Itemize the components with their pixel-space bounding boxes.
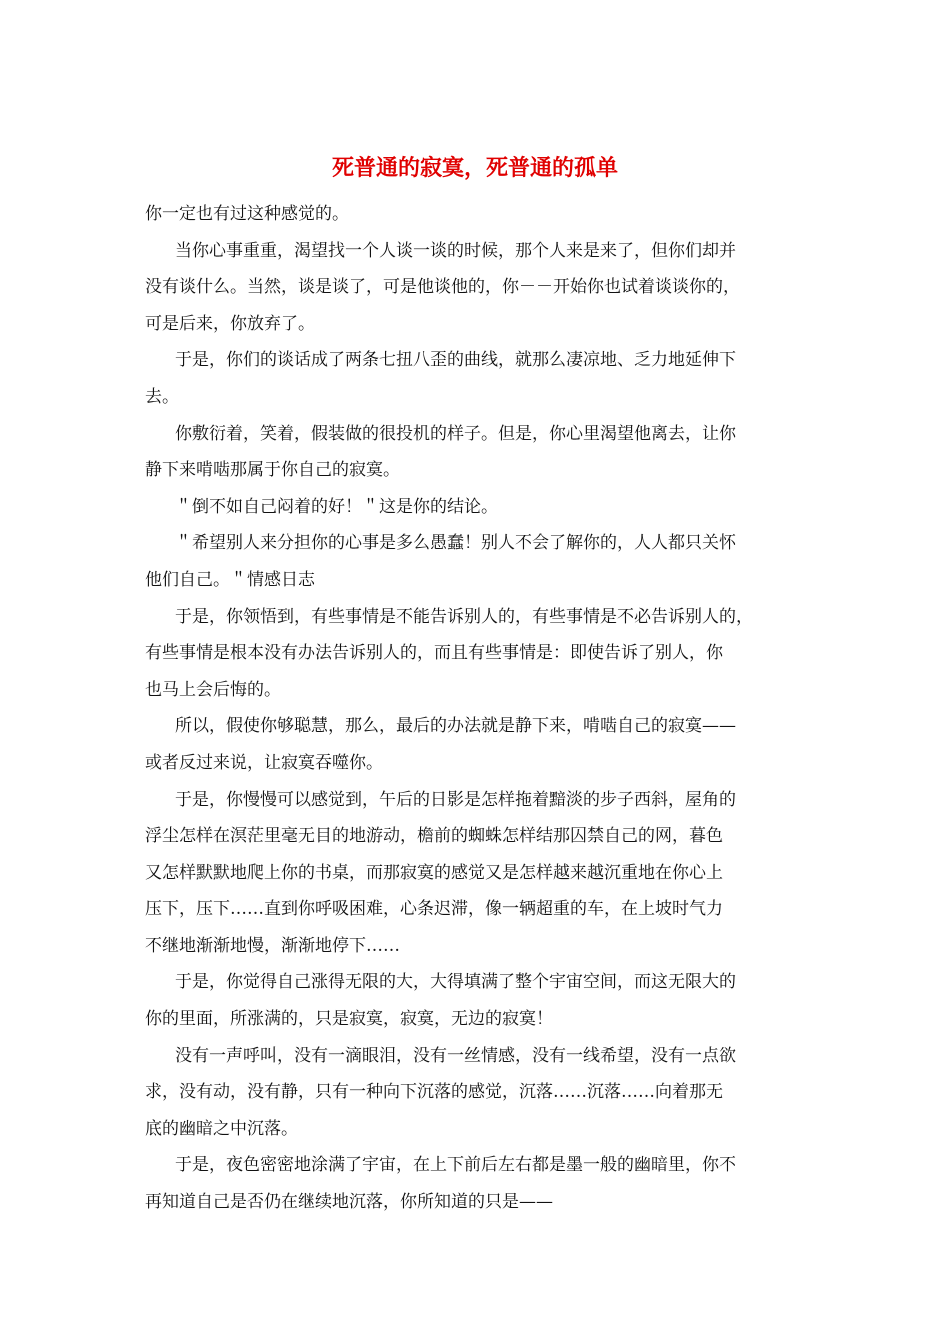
text-line: 去。 bbox=[145, 386, 179, 407]
text-line: 没有一声呼叫，没有一滴眼泪，没有一丝情感，没有一线希望，没有一点欲 bbox=[175, 1045, 736, 1066]
text-line: 压下，压下……直到你呼吸困难，心条迟滞，像一辆超重的车，在上坡时气力 bbox=[145, 899, 723, 920]
text-line: 没有谈什么。当然，谈是谈了，可是他谈他的，你－－开始你也试着谈谈你的， bbox=[145, 277, 740, 298]
text-line: 于是，夜色密密地涂满了宇宙，在上下前后左右都是墨一般的幽暗里，你不 bbox=[175, 1155, 736, 1176]
text-line: 静下来啃啮那属于你自己的寂寞。 bbox=[145, 460, 400, 481]
text-line: 你一定也有过这种感觉的。 bbox=[145, 204, 349, 224]
text-line: 底的幽暗之中沉落。 bbox=[145, 1118, 298, 1139]
text-line: 你敷衍着，笑着，假装做的很投机的样子。但是，你心里渴望他离去，让你 bbox=[175, 423, 736, 444]
text-line: ＂希望别人来分担你的心事是多么愚蠢！别人不会了解你的，人人都只关怀 bbox=[175, 533, 736, 554]
text-line: 于是，你觉得自己涨得无限的大，大得填满了整个宇宙空间，而这无限大的 bbox=[175, 972, 736, 993]
text-line: 或者反过来说，让寂寞吞噬你。 bbox=[145, 752, 383, 773]
text-line: 他们自己。＂情感日志 bbox=[145, 569, 315, 590]
text-line: 于是，你慢慢可以感觉到，午后的日影是怎样拖着黯淡的步子西斜，屋角的 bbox=[175, 789, 736, 810]
text-line: 你的里面，所涨满的，只是寂寞，寂寞，无边的寂寞！ bbox=[145, 1009, 553, 1030]
text-line: 求，没有动，没有静，只有一种向下沉落的感觉，沉落……沉落……向着那无 bbox=[145, 1082, 723, 1103]
text-line: 所以，假使你够聪慧，那么，最后的办法就是静下来，啃啮自己的寂寞—— bbox=[175, 716, 736, 737]
page-title: 死普通的寂寞，死普通的孤单 bbox=[331, 155, 618, 181]
text-line: 也马上会后悔的。 bbox=[145, 679, 281, 700]
text-line: 浮尘怎样在溟茫里毫无目的地游动，檐前的蜘蛛怎样结那囚禁自己的网，暮色 bbox=[145, 826, 723, 847]
text-line: 当你心事重重，渴望找一个人谈一谈的时候，那个人来是来了，但你们却并 bbox=[175, 240, 736, 261]
text-line: 于是，你们的谈话成了两条七扭八歪的曲线，就那么凄凉地、乏力地延伸下 bbox=[175, 350, 736, 371]
document-body bbox=[145, 196, 810, 1221]
text-line: 于是，你领悟到，有些事情是不能告诉别人的，有些事情是不必告诉别人的， bbox=[175, 606, 753, 627]
text-line: 有些事情是根本没有办法告诉别人的，而且有些事情是：即使告诉了别人，你 bbox=[145, 643, 723, 664]
text-line: 不继地渐渐地慢，渐渐地停下…… bbox=[145, 935, 400, 956]
text-line: 又怎样默默地爬上你的书桌，而那寂寞的感觉又是怎样越来越沉重地在你心上 bbox=[145, 862, 723, 883]
text-line: 再知道自己是否仍在继续地沉落，你所知道的只是—— bbox=[145, 1192, 553, 1213]
text-line: 可是后来，你放弃了。 bbox=[145, 313, 315, 334]
text-line: ＂倒不如自己闷着的好！＂这是你的结论。 bbox=[175, 496, 498, 517]
